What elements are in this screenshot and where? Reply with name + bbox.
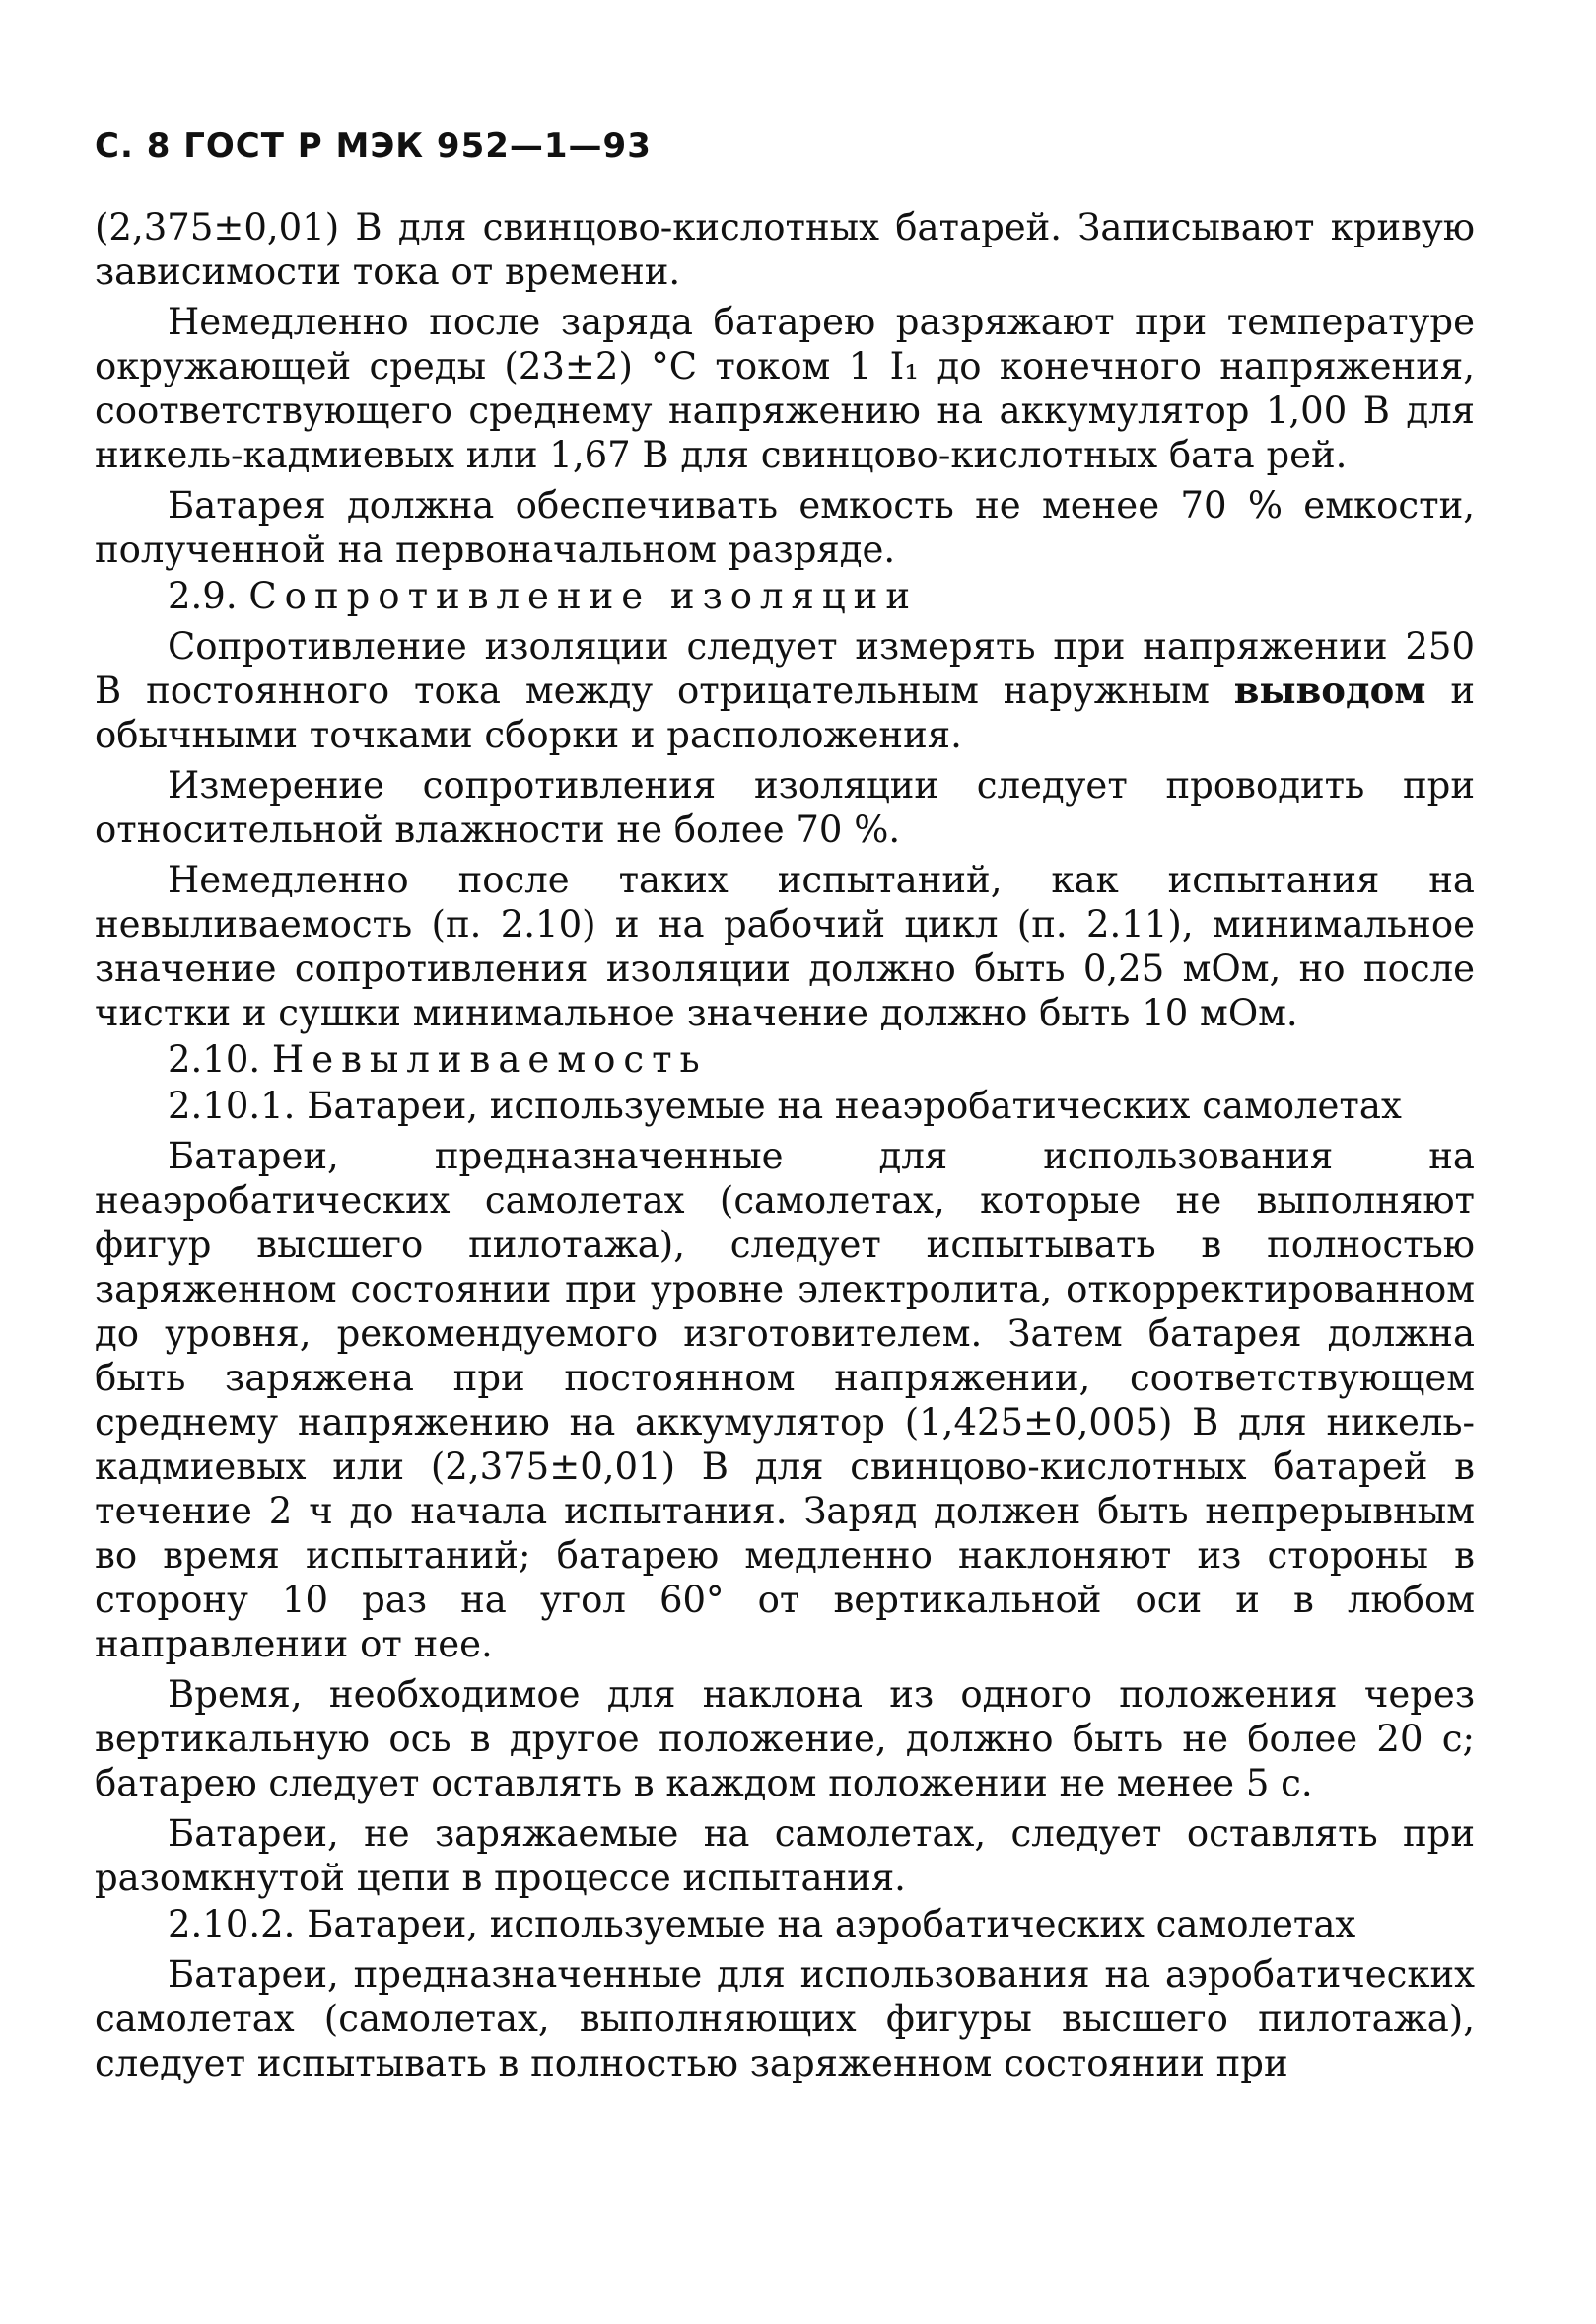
paragraph-continuation: (2,375±0,01) В для свинцово-кислотных батарей. Записывают кривую зависимости тока от времени. <box>95 206 1475 293</box>
subsection-heading-2-10-2: 2.10.2. Батареи, используемые на аэробатических самолетах <box>168 1903 1356 1945</box>
paragraph-non-aerobatic-test: Батареи, предназначенные для использования на неаэробатических самолетах (самолетах, которые не выполняют фигур высшего пилотажа), следует испытывать в полностью заряженном состоянии при уровне электролита, откорректированном до уровня, рекомендуемого изготовителем. Затем батарея должна быть заряжена при постоянном напряжении, соответствующем среднему напряжению на аккумулятор (1,425±0,005) В для никель-кадмиевых или (2,375±0,01) В для свинцово-кислотных батарей в течение 2 ч до начала испытания. Заряд должен быть непрерывным во время испытаний; батарею медленно наклоняют из стороны в сторону 10 раз на угол 60° от вертикальной оси и в любом направлении от нее. <box>95 1135 1475 1665</box>
section-title: Невыливаемость <box>271 1038 708 1081</box>
body-text <box>95 205 1475 2085</box>
paragraph-open-circuit: Батареи, не заряжаемые на самолетах, следует оставлять при разомкнутой цепи в процессе испытания. <box>95 1812 1475 1899</box>
subsection-heading-2-10-1: 2.10.1. Батареи, используемые на неаэробатических самолетах <box>168 1085 1402 1127</box>
section-heading-2-9 <box>95 574 1475 618</box>
bold-term: выводом <box>1233 669 1426 712</box>
section-number: 2.9. <box>168 575 238 617</box>
section-title: Сопротивление изоляции <box>248 575 919 617</box>
running-head: С. 8 ГОСТ Р МЭК 952—1—93 <box>95 126 652 166</box>
paragraph-tilt-time: Время, необходимое для наклона из одного положения через вертикальную ось в другое положение, должно быть не более 20 с; батарею следует оставлять в каждом положении не менее 5 с. <box>95 1673 1475 1804</box>
paragraph-min-resistance: Немедленно после таких испытаний, как испытания на невыливаемость (п. 2.10) и на рабочий цикл (п. 2.11), минимальное значение сопротивления изоляции должно быть 0,25 мОм, но после чистки и сушки минимальное значение должно быть 10 мОм. <box>95 859 1475 1034</box>
document-page <box>95 126 1475 2085</box>
section-number: 2.10. <box>168 1038 261 1081</box>
section-heading-2-10 <box>95 1037 1475 1082</box>
paragraph-insulation-measure: Сопротивление изоляции следует измерять при напряжении 250 В постоянного тока между отрицательным наружным выводом и обычными точками сборки и расположения. <box>95 625 1476 756</box>
paragraph-aerobatic-test: Батареи, предназначенные для использования на аэробатических самолетах (самолетах, выполняющих фигуры высшего пилотажа), следует испытывать в полностью заряженном состоянии при <box>95 1953 1475 2084</box>
paragraph-capacity: Батарея должна обеспечивать емкость не менее 70 % емкости, полученной на первоначальном разряде. <box>95 484 1475 571</box>
paragraph-discharge: Немедленно после заряда батарею разряжают при температуре окружающей среды (23±2) °С током 1 I₁ до конечного напряжения, соответствующего среднему напряжению на аккумулятор 1,00 В для никель-кадмиевых или 1,67 В для свинцово-кислотных бата рей. <box>95 301 1475 476</box>
paragraph-humidity: Измерение сопротивления изоляции следует проводить при относительной влажности не более 70 %. <box>95 764 1475 851</box>
